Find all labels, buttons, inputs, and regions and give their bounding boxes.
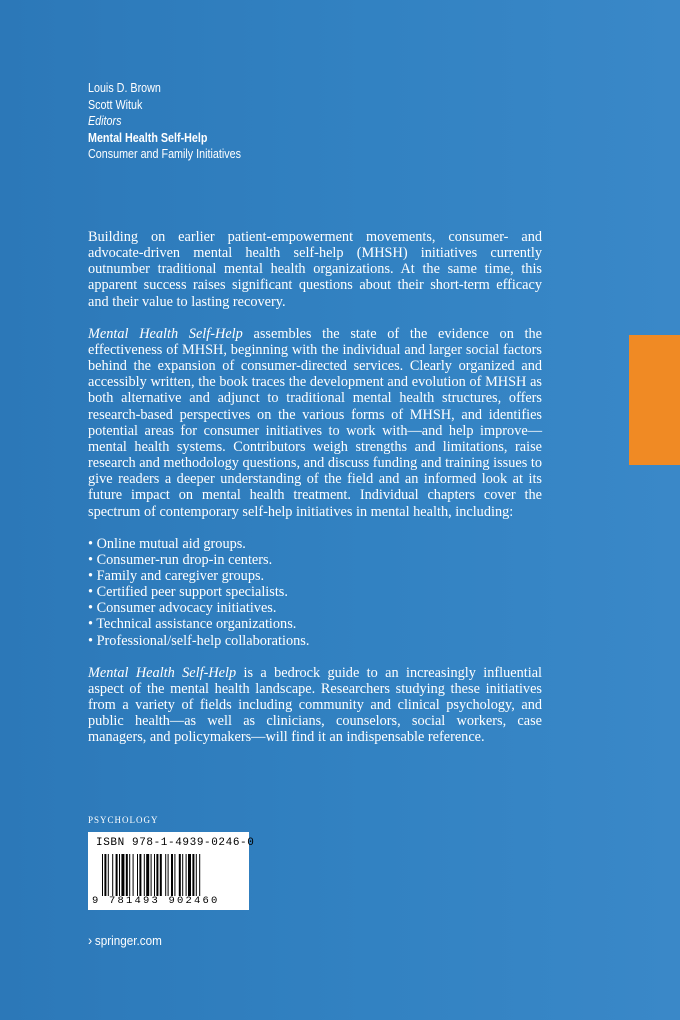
- list-item: • Professional/self-help collaborations.: [88, 632, 310, 649]
- chevron-right-icon: ›: [88, 932, 93, 948]
- isbn-text: ISBN 978-1-4939-0246-0: [96, 837, 255, 849]
- publisher-url: springer.com: [94, 933, 162, 948]
- description: [88, 229, 542, 762]
- publisher-link[interactable]: [88, 932, 162, 948]
- subject-category: PSYCHOLOGY: [88, 815, 159, 825]
- title-reference: Mental Health Self-Help: [88, 325, 243, 342]
- book-title: Mental Health Self-Help: [88, 130, 208, 145]
- barcode-digits: 9 781493 902460: [92, 895, 220, 907]
- barcode-bars: [102, 854, 242, 896]
- paragraph-contents: [88, 326, 542, 520]
- paragraph-text: is a bedrock guide to an increasingly influential aspect of the mental health landscape. Researchers studying these initiatives from a variety of fields including community and clinical psychology, and public health—as well as clinicians, counselors, social workers, case managers, and policymakers—will find it an indispensable reference.: [88, 664, 543, 746]
- book-subtitle: Consumer and Family Initiatives: [88, 147, 241, 162]
- list-item: • Consumer advocacy initiatives.: [88, 600, 277, 617]
- list-item: • Online mutual aid groups.: [88, 535, 246, 552]
- paragraph-audience: [88, 665, 542, 746]
- topic-list: [88, 536, 542, 649]
- editors-label: Editors: [88, 114, 122, 129]
- orange-spine-tab: [629, 335, 680, 465]
- list-item: • Technical assistance organizations.: [88, 616, 297, 633]
- paragraph-intro: Building on earlier patient-empowerment movements, consumer- and advocate-driven mental health self-help (MHSH) initiatives currently outnumber traditional mental health organizations. At the same time, this apparent success raises significant questions about their short-term efficacy and their value to lasting recovery.: [88, 229, 542, 310]
- title-reference: Mental Health Self-Help: [88, 664, 237, 681]
- isbn-barcode: [88, 832, 255, 910]
- list-item: • Family and caregiver groups.: [88, 567, 265, 584]
- paragraph-text: assembles the state of the evidence on the effectiveness of MHSH, beginning with the individual and larger social factors behind the expansion of consumer-directed services. Clearly organized and accessibly written, the book traces the development and evolution of MHSH as both alternative and adjunct to traditional mental health structures, offers research-based perspectives on the various forms of MHSH, and identifies potential areas for consumer initiatives to work with—and help improve—mental health systems. Contributors weigh strengths and limitations, raise research and methodology questions, and discuss funding and training issues to give readers a deeper understanding of the field and an informed look at its future impact on mental health treatment. Individual chapters cover the spectrum of contemporary self-help initiatives in mental health, including:: [88, 325, 543, 520]
- editor-name: Scott Wituk: [88, 97, 143, 112]
- editor-name: Louis D. Brown: [88, 81, 161, 95]
- list-item: • Consumer-run drop-in centers.: [88, 551, 273, 568]
- header-block: [88, 80, 241, 163]
- list-item: • Certified peer support specialists.: [88, 584, 288, 601]
